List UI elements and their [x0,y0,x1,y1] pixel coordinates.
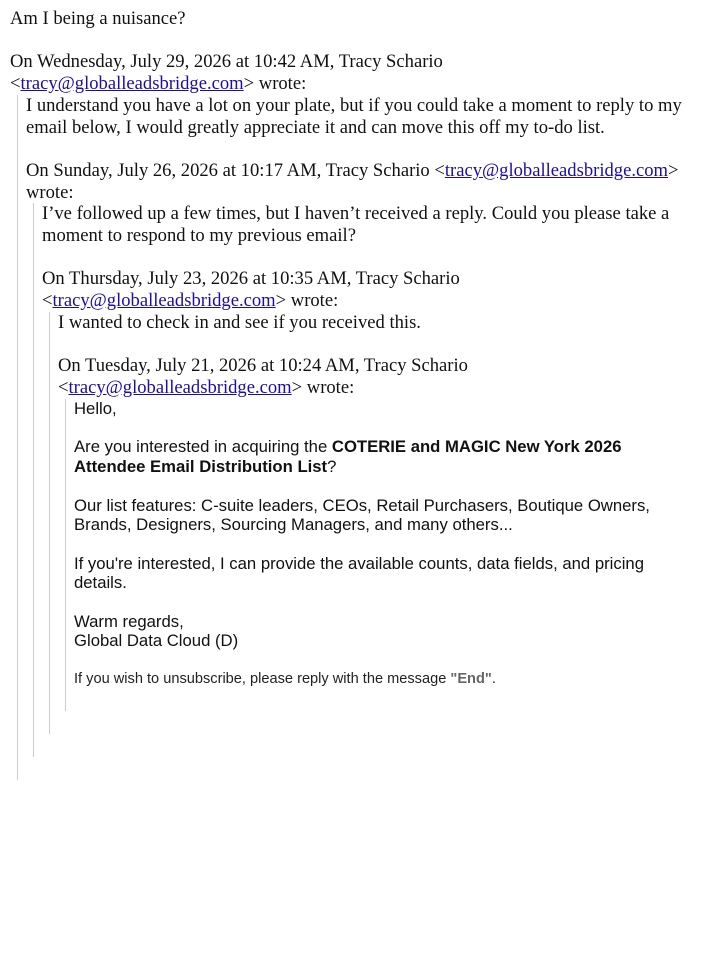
quote-header-wrote: wrote: [258,73,307,95]
quote-header: On Sunday, July 26, 2026 at 10:17 AM, Tracy Schario <tracy@globalleadsbridge.com> wrote: [26,159,679,203]
spacer [74,476,710,495]
signoff-text: Warm regards, [74,612,184,631]
quote-header-text: On Sunday, July 26, 2026 at 10:17 AM, Tracy Schario [26,159,430,181]
spacer [74,593,710,612]
quote-body: I wanted to check in and see if you received this. [58,311,421,333]
spacer [58,334,710,356]
quote-body-line: email below, I would greatly appreciate it and can move this off my to-do list. [26,116,605,138]
quote-body [26,95,710,138]
quoted-message-level-2 [33,203,710,757]
offer-list-name: Attendee Email Distribution List [74,456,328,476]
sender-email-link[interactable]: tracy@globalleadsbridge.com [52,290,276,312]
sender-email-link[interactable]: tracy@globalleadsbridge.com [444,159,668,181]
signature: Global Data Cloud (D) [74,631,239,651]
features-line: Brands, Designers, Sourcing Managers, and many others... [74,515,513,534]
sender-email-link[interactable]: tracy@globalleadsbridge.com [68,376,292,398]
features-line: Our list features: C-suite leaders, CEOs, Retail Purchasers, Boutique Owners, [74,495,650,515]
quoted-message-level-1 [17,95,710,780]
reply-text: Am I being a nuisance? [10,8,186,29]
offer-list-name: COTERIE and MAGIC New York 2026 [331,437,622,457]
spacer [74,418,710,437]
quote-body [42,203,710,246]
offer-paragraph [74,437,710,476]
quote-header-text: On Wednesday, July 29, 2026 at 10:42 AM, Tracy Schario [10,51,443,73]
quote-header-text: On Thursday, July 23, 2026 at 10:35 AM, Tracy Schario [42,268,460,290]
quote-header: On Tuesday, July 21, 2026 at 10:24 AM, Tracy Schario <tracy@globalleadsbridge.com> wrote: [58,355,468,398]
unsubscribe-text: If you wish to unsubscribe, please reply with the message [74,671,447,688]
details-paragraph [74,554,710,593]
spacer [74,534,710,553]
quote-header-wrote: wrote: [26,181,74,203]
offer-text: ? [327,456,337,476]
quote-body-line: I understand you have a lot on your plate, but if you could take a moment to reply to my [26,94,682,116]
email-body [10,8,710,780]
spacer [10,30,710,52]
unsubscribe-keyword: "End" [450,671,492,688]
quote-header: On Thursday, July 23, 2026 at 10:35 AM, Tracy Schario <tracy@globalleadsbridge.com> wrote: [42,268,460,312]
quote-body-line: I’ve followed up a few times, but I haven’t received a reply. Could you please take a [42,203,670,225]
unsubscribe-note [74,670,710,688]
spacer [74,651,710,670]
sender-email-link[interactable]: tracy@globalleadsbridge.com [20,73,244,95]
quote-header-wrote: wrote: [290,290,339,312]
unsubscribe-text: . [491,671,496,688]
details-line: If you're interested, I can provide the available counts, data fields, and pricing [74,553,644,573]
quote-body-line: moment to respond to my previous email? [42,225,356,246]
greeting: Hello, [74,398,117,418]
quoted-message-level-3 [49,312,710,734]
quote-header: On Wednesday, July 29, 2026 at 10:42 AM, Tracy Schario <tracy@globalleadsbridge.com> wrote: [10,51,443,95]
features-paragraph [74,496,710,535]
spacer [26,138,710,160]
details-line: details. [74,573,127,593]
signoff [74,612,710,651]
quoted-message-level-4 [65,399,710,712]
spacer [42,247,710,269]
quote-header-text: On Tuesday, July 21, 2026 at 10:24 AM, Tracy Schario [58,355,468,377]
quote-header-wrote: wrote: [306,376,355,398]
offer-text: Are you interested in acquiring the [74,437,328,457]
